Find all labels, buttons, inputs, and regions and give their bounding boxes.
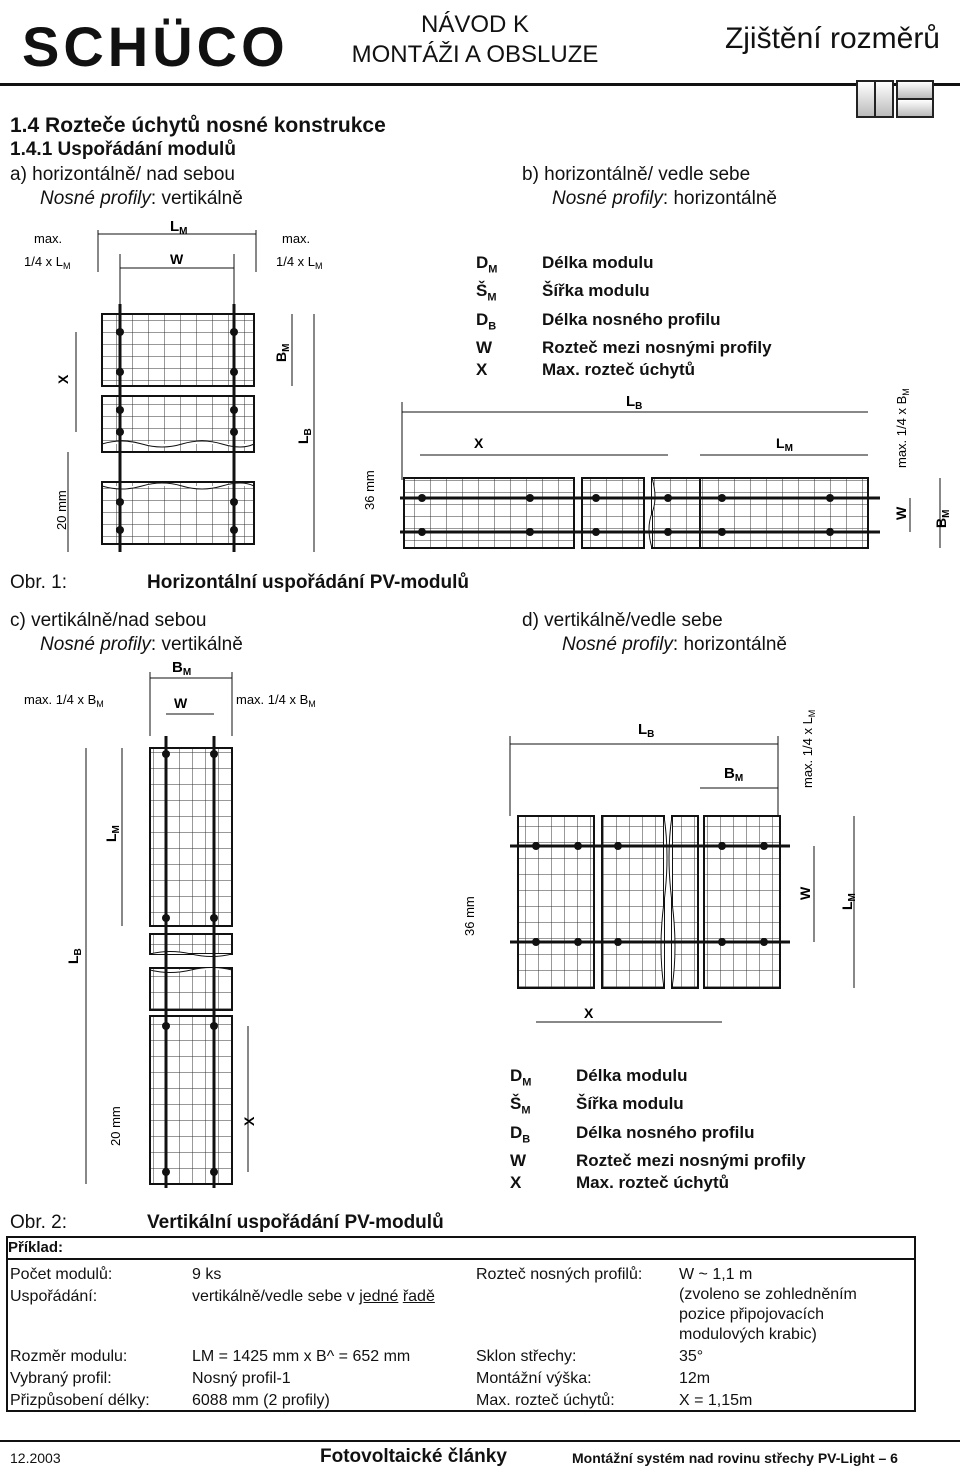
legend-row: $D_M$ Délka modulu [476, 253, 654, 276]
pv-module [150, 968, 232, 1010]
max-quarter-lm-label: max. 1/4 x $L_M$ [800, 709, 817, 788]
mm20-label: 20 mm [54, 490, 69, 530]
quarter-lm-label: 1/4 x $L_M$ [276, 254, 323, 271]
variant-d-title: d) vertikálně/vedle sebe [522, 610, 723, 631]
legend-row: W Rozteč mezi nosnými profily [476, 338, 772, 358]
legend-bottom [510, 1065, 806, 1194]
lb-label: $L_B$ [65, 948, 84, 964]
module-horizontal-icon [896, 98, 934, 118]
pv-module [602, 816, 664, 988]
example-label: Počet modulů: [10, 1266, 113, 1283]
figure-c-diagram [10, 656, 350, 1196]
pv-module [404, 478, 574, 548]
example-label: Rozměr modulu: [10, 1348, 128, 1365]
bm-label: $B_M$ [933, 509, 952, 528]
fig1-caption: Horizontální uspořádání PV-modulů [147, 572, 469, 593]
example-title: Příklad: [8, 1239, 64, 1256]
lb-label: $L_B$ [626, 393, 643, 412]
quarter-lm-label: 1/4 x $L_M$ [24, 254, 71, 271]
figure-b-diagram [350, 360, 956, 562]
bm-label: $B_M$ [172, 659, 192, 678]
max-label: max. [282, 231, 311, 246]
example-label: Rozteč nosných profilů: [476, 1266, 643, 1283]
w-label: W [893, 506, 909, 520]
example-label: Vybraný profil: [10, 1370, 112, 1387]
pv-module [672, 816, 698, 988]
variant-b-subtitle: Nosné profily: horizontálně [552, 188, 777, 209]
lm-label: $L_M$ [170, 218, 188, 237]
fig2-caption: Vertikální uspořádání PV-modulů [147, 1212, 444, 1233]
footer-date: 12.2003 [10, 1450, 61, 1466]
variant-d-subtitle: Nosné profily: horizontálně [562, 634, 787, 655]
fig1-label: Obr. 1: [10, 572, 68, 593]
example-label: Uspořádání: [10, 1288, 98, 1305]
figure-a-diagram [20, 212, 340, 562]
manual-title-line1: NÁVOD K [420, 11, 530, 38]
x-label: X [584, 1005, 594, 1021]
manual-title-line2: MONTÁŽI A OBSLUZE [351, 41, 599, 68]
module-horizontal-icon [896, 80, 934, 100]
heading-1-4-1: 1.4.1 Uspořádání modulů [10, 139, 236, 160]
example-label: Přizpůsobení délky: [10, 1392, 150, 1409]
mm36-label: 36 mm [462, 896, 477, 936]
lb-label: $L_B$ [295, 428, 314, 444]
w-label: W [797, 886, 813, 900]
variant-b-title: b) horizontálně/ vedle sebe [522, 164, 751, 185]
manual-title [330, 10, 620, 70]
bm-label: $B_M$ [273, 343, 292, 362]
example-value: LM = 1425 mm x B^ = 652 mm [192, 1348, 411, 1365]
max-label: max. [34, 231, 63, 246]
example-label: Sklon střechy: [476, 1348, 577, 1365]
max-quarter-bm-label: max. 1/4 x $B_M$ [24, 692, 104, 709]
pv-module [518, 816, 594, 988]
pv-module [700, 478, 868, 548]
example-value: Nosný profil-1 [192, 1370, 291, 1387]
mm36-label: 36 mm [362, 470, 377, 510]
example-value: 35° [679, 1348, 704, 1365]
w-label: W [170, 251, 184, 267]
legend-row: $D_M$ Délka modulu [510, 1066, 688, 1089]
pv-module [102, 482, 254, 544]
x-label: X [55, 374, 71, 384]
pv-module [150, 934, 232, 954]
lm-label: $L_M$ [839, 893, 858, 910]
footer-center: Fotovoltaické články [320, 1446, 507, 1467]
legend-row: W Rozteč mezi nosnými profily [510, 1151, 806, 1171]
example-label: Max. rozteč úchytů: [476, 1392, 615, 1409]
pv-module [652, 478, 700, 548]
example-value: 12m [679, 1370, 711, 1387]
example-label: Montážní výška: [476, 1370, 592, 1387]
example-divider [6, 1258, 916, 1260]
mm20-label: 20 mm [108, 1106, 123, 1146]
logo-text: SCHÜCO [22, 15, 289, 74]
pv-module [704, 816, 780, 988]
variant-c-title: c) vertikálně/nad sebou [10, 610, 207, 631]
lm-label: $L_M$ [776, 435, 793, 454]
x-label: X [474, 435, 484, 451]
pv-module [102, 314, 254, 386]
example-note: modulových krabic) [679, 1326, 817, 1343]
example-value: 6088 mm (2 profily) [192, 1392, 330, 1409]
variant-a-title: a) horizontálně/ nad sebou [10, 164, 235, 185]
legend-row: $D_B$ Délka nosného profilu [510, 1122, 755, 1146]
variant-a-subtitle: Nosné profily: vertikálně [40, 188, 243, 209]
footer-rule [0, 1440, 960, 1442]
pv-module [150, 748, 232, 926]
bm-label: $B_M$ [724, 765, 744, 784]
x-label: X [241, 1116, 257, 1126]
max-quarter-bm-label: max. 1/4 x $B_M$ [236, 692, 316, 709]
example-note: pozice připojovacích [679, 1306, 824, 1323]
max-quarter-bm-label: max. 1/4 x $B_M$ [894, 388, 911, 468]
schuco-logo [22, 14, 327, 79]
legend-row: X Max. rozteč úchytů [510, 1173, 730, 1193]
legend-row: X Max. rozteč úchytů [476, 360, 696, 380]
w-label: W [174, 695, 188, 711]
example-value: 9 ks [192, 1266, 222, 1283]
module-vertical-icon [874, 80, 894, 118]
lm-label: $L_M$ [103, 825, 122, 842]
figure-d-diagram [460, 666, 910, 1036]
example-value: W ~ 1,1 m [679, 1266, 753, 1283]
heading-1-4: 1.4 Rozteče úchytů nosné konstrukce [10, 114, 386, 137]
example-value: X = 1,15m [679, 1392, 753, 1409]
legend-row: $D_B$ Délka nosného profilu [476, 309, 721, 333]
pv-module [582, 478, 644, 548]
pv-module [150, 1016, 232, 1184]
legend-row: $Š_M$ Šířka modulu [510, 1094, 684, 1117]
legend-row: $Š_M$ Šířka modulu [476, 281, 650, 304]
example-value: vertikálně/vedle sebe v jedné řadě [192, 1288, 435, 1305]
header-rule [0, 83, 960, 86]
module-vertical-icon [856, 80, 876, 118]
footer-right: Montážní systém nad rovinu střechy PV-Light – 6 [572, 1450, 898, 1466]
fig2-label: Obr. 2: [10, 1212, 68, 1233]
variant-c-subtitle: Nosné profily: vertikálně [40, 634, 243, 655]
section-title: Zjištění rozměrů [724, 22, 940, 55]
lb-label: $L_B$ [638, 721, 655, 740]
example-note: (zvoleno se zohledněním [679, 1286, 857, 1303]
